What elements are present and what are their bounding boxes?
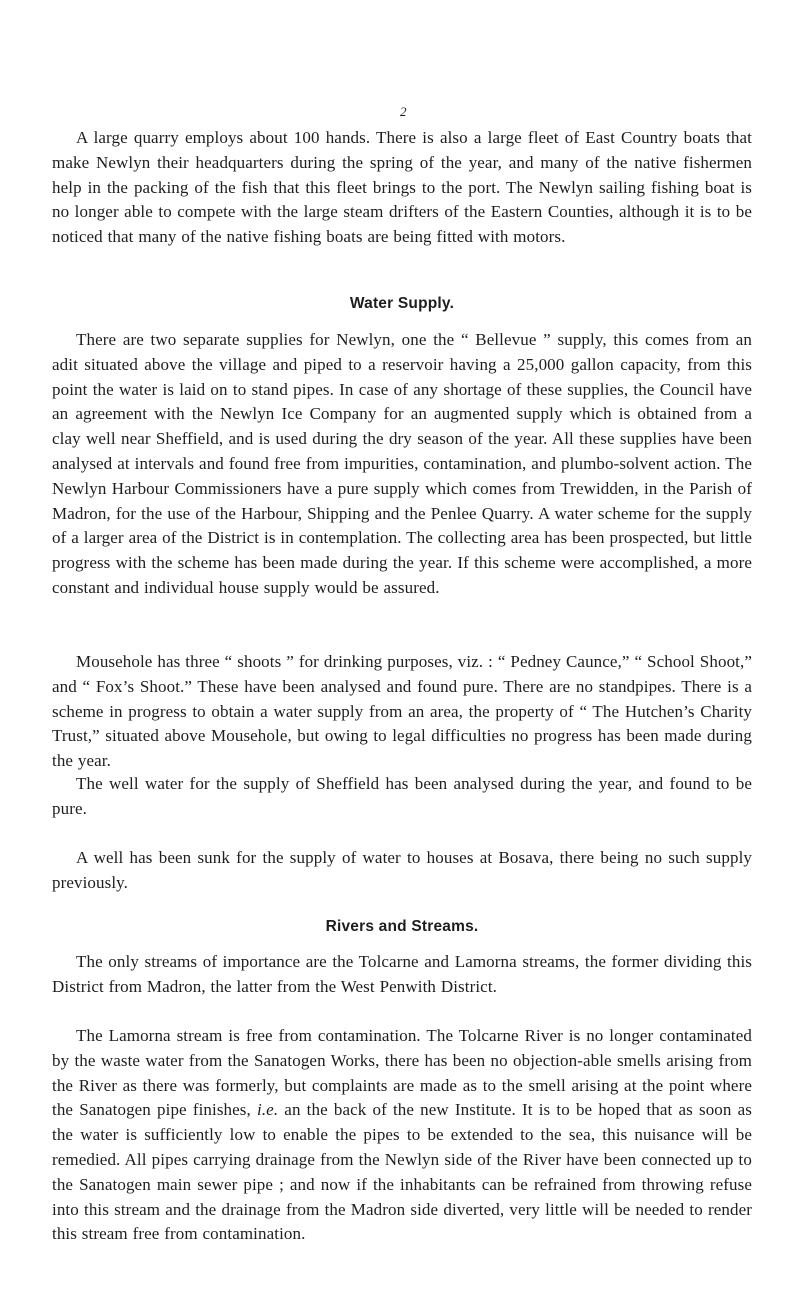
paragraph-bosava-well: A well has been sunk for the supply of water to houses at Bosava, there being no such supply previously.: [52, 848, 752, 892]
paragraph-sheffield-well: The well water for the supply of Sheffield has been analysed during the year, and found to be pure.: [52, 774, 752, 818]
paragraph-text-part: The Lamorna stream is free from contamination. The Tolcarne River is no longer contaminated by the waste water from the Sanatogen Works, there has been no objection-able smells arising from the River as there was formerly, but complaints are made as to the smell arising at the point where the Sanatogen pipe finishes,: [52, 1026, 752, 1120]
paragraph-streams-of-importance: The only streams of importance are the Tolcarne and Lamorna streams, the former dividing this District from Madron, the latter from the West Penwith District.: [52, 952, 752, 996]
paragraph-text-part: an the back of the new Institute. It is to be hoped that as soon as the water is sufficiently low to enable the pipes to be extended to the sea, this nuisance will be remedied. All pipes carrying drainage from the Newlyn side of the River have been connected up to the Sanatogen main sewer pipe ; and now if the inhabitants can be refrained from throwing refuse into this stream and the drainage from the Madron side diverted, very little will be needed to render this stream free from contamination.: [52, 1100, 752, 1244]
paragraph-lamorna-tolcarne-contamination: [52, 1024, 752, 1247]
italic-abbreviation: i.e.: [257, 1100, 279, 1120]
section-heading-rivers-and-streams: Rivers and Streams.: [325, 918, 479, 935]
section-heading-water-supply: Water Supply.: [349, 295, 455, 312]
paragraph-quarry-and-fleet: A large quarry employs about 100 hands. There is also a large fleet of East Country boats that make Newlyn their headquarters during the spring of the year, and many of the native fishermen help in the packing of the fish that this fleet brings to the port. The Newlyn sailing fishing boat is no longer able to compete with the large steam drifters of the Eastern Counties, although it is to be noticed that many of the native fishing boats are being fitted with motors.: [52, 128, 752, 247]
paragraph-newlyn-water-supply: There are two separate supplies for Newlyn, one the “ Bellevue ” supply, this comes from an adit situated above the village and piped to a reservoir having a 25,000 gallon capacity, from this point the water is laid on to stand pipes. In case of any shortage of these supplies, the Council have an agreement with the Newlyn Ice Company for an augmented supply which is obtained from a clay well near Sheffield, and is used during the dry season of the year. All these supplies have been analysed at intervals and found free from impurities, contamination, and plumbo-solvent action. The Newlyn Harbour Commissioners have a pure supply which comes from Trewidden, in the Parish of Madron, for the use of the Harbour, Shipping and the Penlee Quarry. A water scheme for the supply of a larger area of the District is in contemplation. The collecting area has been prospected, but little progress with the scheme has been made during the year. If this scheme were accomplished, a more constant and individual house supply would be assured.: [52, 330, 752, 597]
page-number: 2: [400, 104, 407, 119]
paragraph-mousehole-shoots: Mousehole has three “ shoots ” for drinking purposes, viz. : “ Pedney Caunce,” “ School Shoot,” and “ Fox’s Shoot.” These have been analysed and found pure. There are no standpipes. There is a scheme in progress to obtain a water supply from an area, the property of “ The Hutchen’s Charity Trust,” situated above Mousehole, but owing to legal difficulties no progress has been made during the year.: [52, 652, 752, 771]
